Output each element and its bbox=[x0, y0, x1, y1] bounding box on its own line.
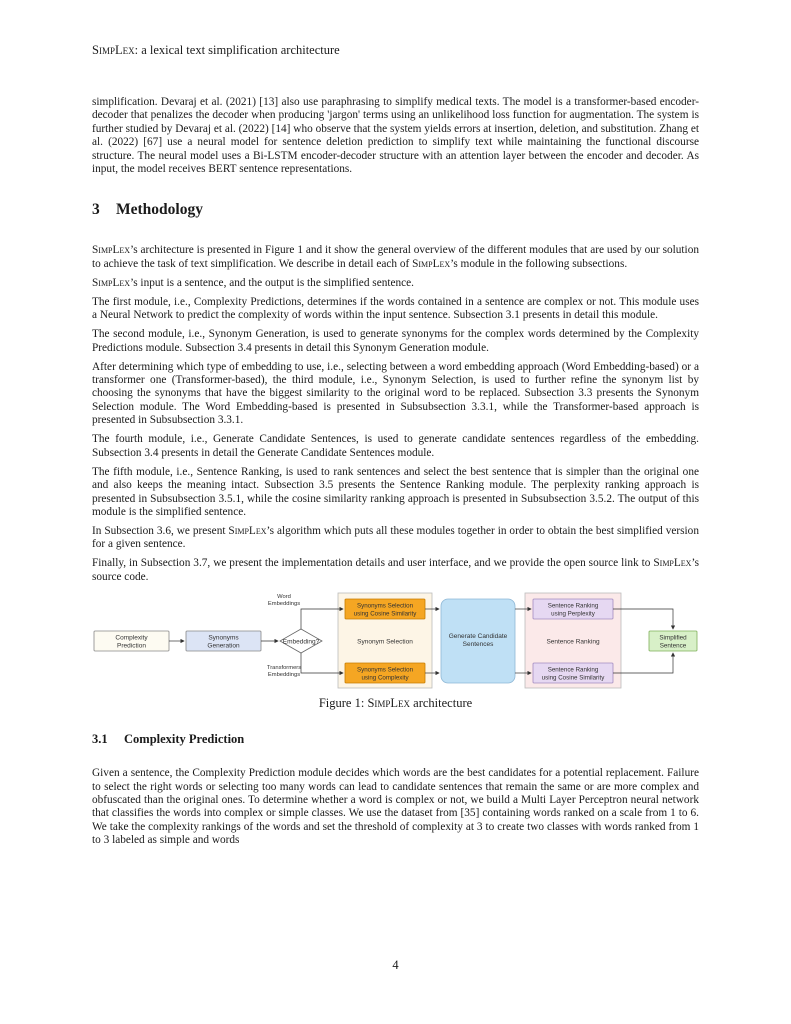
arrow-ranking-bottom-to-simplified bbox=[613, 653, 673, 673]
section-number: 3 bbox=[92, 201, 100, 219]
synonym-selection-complexity-label-1: Synonyms Selection bbox=[356, 666, 414, 674]
architecture-figure bbox=[92, 590, 699, 695]
complexity-prediction-label-2: Prediction bbox=[117, 642, 146, 650]
system-name: SimpLex bbox=[367, 695, 411, 710]
caption-prefix: Figure 1: bbox=[318, 695, 368, 710]
generate-candidate-label-1: Generate Candidate bbox=[448, 632, 508, 640]
header-system-name: SimpLex bbox=[92, 43, 135, 57]
simplified-sentence-label-2: Sentence bbox=[659, 642, 687, 650]
word-embeddings-label-2: Embeddings bbox=[267, 600, 301, 607]
section-heading-methodology bbox=[92, 201, 699, 219]
synonym-selection-cosine-label-1: Synonyms Selection bbox=[356, 602, 414, 610]
subsection-heading-complexity-prediction bbox=[92, 732, 699, 747]
architecture-diagram bbox=[92, 590, 699, 695]
subsection-number: 3.1 bbox=[92, 732, 108, 747]
system-name: SimpLex bbox=[653, 557, 692, 570]
synonym-selection-cosine-label-2: using Cosine Similarity bbox=[353, 610, 417, 618]
arrow-embedding-to-transformer bbox=[301, 653, 343, 673]
paragraph-architecture-overview bbox=[92, 244, 699, 271]
paragraph-implementation bbox=[92, 557, 699, 584]
synonym-selection-label: Synonym Selection bbox=[357, 638, 413, 646]
paragraph-algorithm bbox=[92, 525, 699, 552]
text-span: ’s module in the following subsections. bbox=[450, 257, 628, 270]
running-header bbox=[92, 43, 340, 58]
generate-candidate-label-2: Sentences bbox=[462, 640, 494, 648]
figure-caption bbox=[92, 697, 699, 710]
page-number: 4 bbox=[392, 958, 399, 972]
ranking-cosine-label-1: Sentence Ranking bbox=[547, 666, 599, 674]
paragraph-related-work: simplification. Devaraj et al. (2021) [13] also use paraphrasing to simplify medical texts. The model is a transformer-based encoder-decoder that penalizes the decoder when producing 'jargon' terms using an unlikelihood loss function for augmentation. The system is further studied by Devaraj et al. (2022) [14] who observe that the system yields errors at insertion, deletion, and substitution. Zhang et al. (2022) [67] use a neural model for sentence deletion prediction to simplify text while maintaining the functional discourse structure. The neural model uses a Bi-LSTM encoder-decoder structure with an attention layer between the encoder and decoder. As input, the model receives BERT sentence representations. bbox=[92, 96, 699, 176]
ranking-perplexity-label-1: Sentence Ranking bbox=[547, 602, 599, 610]
arrow-embedding-to-word bbox=[301, 609, 343, 629]
complexity-prediction-label-1: Complexity bbox=[115, 634, 148, 642]
text-span: ’s algorithm which puts all these modules together in order to obtain the best simplified version for a given sentence. bbox=[92, 524, 699, 551]
arrow-ranking-top-to-simplified bbox=[613, 609, 673, 629]
system-name: SimpLex bbox=[412, 257, 451, 270]
synonyms-generation-label-1: Synonyms bbox=[208, 634, 239, 642]
transformers-embeddings-label-1: Transformers bbox=[266, 664, 302, 671]
ranking-perplexity-label-2: using Perplexity bbox=[551, 610, 595, 618]
paragraph-module-1: The first module, i.e., Complexity Predictions, determines if the words contained in a sentence are complex or not. This module uses a Neural Network to predict the complexity of words within the input sentence. Subsection 3.1 presents in detail this module. bbox=[92, 295, 699, 322]
subsection-title: Complexity Prediction bbox=[124, 732, 245, 747]
synonym-selection-complexity-label-2: using Complexity bbox=[361, 674, 409, 682]
page-body bbox=[92, 96, 699, 853]
word-embeddings-label-1: Word bbox=[277, 593, 291, 600]
paragraph-module-5: The fifth module, i.e., Sentence Ranking, is used to rank sentences and select the best sentence that is simpler than the original one and also keeps the meaning intact. Subsection 3.5 presents the Sentence Ranking module. The perplexity ranking approach is presented in Subsubsection 3.5.1, while the cosine similarity ranking approach is presented in Subsubsection 3.5.2. The output of this module is the simplified sentence. bbox=[92, 465, 699, 518]
paragraph-module-4: The fourth module, i.e., Generate Candidate Sentences, is used to generate candidate sentences regardless of the embedding. Subsection 3.4 presents in detail the Generate Candidate Sentences module. bbox=[92, 433, 699, 459]
text-span: ’s source code. bbox=[92, 557, 699, 583]
ranking-cosine-label-2: using Cosine Similarity bbox=[541, 674, 605, 682]
header-title: : a lexical text simplification architecture bbox=[134, 43, 340, 57]
paragraph-complexity-prediction: Given a sentence, the Complexity Prediction module decides which words are the best candidates for a potential replacement. Failure to select the right words or selecting too many words can lead to candidate sentences that remain the same or are more complex and obfuscated than the original ones. To determine whether a word is complex or not, we build a Multi Layer Perceptron neural network that classifies the words into complex or simple classes. We use the dataset from [35] containing words ranked on a scale from 1 to 6. We take the complexity rankings of the words and set the threshold of complexity at 3 to create two classes with words ranked from 1 to 3 labeled as simple and words bbox=[92, 767, 699, 847]
system-name: SimpLex bbox=[228, 524, 267, 537]
paragraph-input-output bbox=[92, 277, 699, 290]
embedding-decision-label: Embedding? bbox=[282, 638, 320, 646]
paragraph-module-2: The second module, i.e., Synonym Generation, is used to generate synonyms for the complex words determined by the Complexity Predictions module. Subsection 3.4 presents in detail this Synonym Generation module. bbox=[92, 328, 699, 354]
synonyms-generation-label-2: Generation bbox=[207, 642, 240, 650]
text-span: ’s architecture is presented in Figure 1 and it show the general overview of the different modules that are used by our solution to achieve the task of text simplification. We describe in detail each of bbox=[92, 244, 699, 270]
text-span: ’s input is a sentence, and the output is the simplified sentence. bbox=[130, 276, 415, 289]
section-title: Methodology bbox=[116, 201, 203, 219]
system-name: SimpLex bbox=[92, 244, 131, 257]
transformers-embeddings-label-2: Embeddings bbox=[267, 671, 301, 678]
paragraph-module-3: After determining which type of embedding to use, i.e., selecting between a word embedding approach (Word Embedding-based) or a transformer one (Transformer-based), the third module, i.e., Synonym Selection, is used to further refine the synonym list by choosing the synonyms that have the biggest similarity to the original word to be replaced. Subsection 3.3 presents the Synonym Selection module. The Word Embedding-based is presented in Subsubsection 3.3.1, while the Transformer-based approach is presented in Subsubsection 3.3.1. bbox=[92, 360, 699, 427]
ranking-label: Sentence Ranking bbox=[546, 638, 600, 646]
simplified-sentence-label-1: Simplified bbox=[659, 634, 687, 642]
text-span: Finally, in Subsection 3.7, we present the implementation details and user interface, and we provide the open source link to bbox=[92, 557, 654, 570]
system-name: SimpLex bbox=[92, 276, 131, 289]
caption-rest: architecture bbox=[410, 695, 473, 710]
text-span: In Subsection 3.6, we present bbox=[92, 524, 229, 537]
